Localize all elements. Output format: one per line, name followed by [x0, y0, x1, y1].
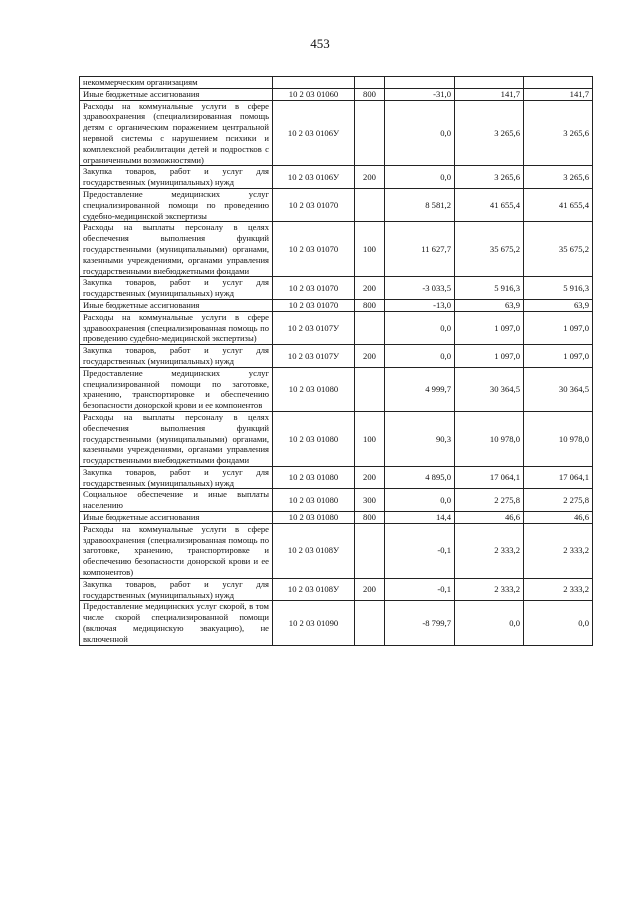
- row-change-amount: -8 799,7: [385, 601, 455, 645]
- row-change-amount: 11 627,7: [385, 222, 455, 277]
- row-change-amount: 0,0: [385, 311, 455, 344]
- row-expense-type: 200: [355, 277, 385, 300]
- row-code: [273, 77, 355, 89]
- row-expense-type: 200: [355, 345, 385, 368]
- row-amount: 46,6: [455, 512, 524, 524]
- table-row: [80, 100, 593, 166]
- row-amount: 35 675,2: [455, 222, 524, 277]
- row-code: 10 2 03 01080: [273, 466, 355, 489]
- page-number: 453: [310, 36, 330, 51]
- row-total-amount: 0,0: [524, 601, 593, 645]
- row-amount: [455, 77, 524, 89]
- row-code: 10 2 03 01080: [273, 512, 355, 524]
- row-expense-type: [355, 188, 385, 221]
- row-change-amount: 0,0: [385, 166, 455, 189]
- table-row: [80, 222, 593, 277]
- row-name: Иные бюджетные ассигнования: [80, 512, 273, 524]
- row-name: Предоставление медицинских услуг специализированной помощи по заготовке, хранению, транспортировке и обеспечению безопасности донорской крови и ее компонентов: [80, 367, 273, 411]
- row-code: 10 2 03 0107У: [273, 311, 355, 344]
- row-name: Закупка товаров, работ и услуг для государственных (муниципальных) нужд: [80, 345, 273, 368]
- row-total-amount: [524, 77, 593, 89]
- row-name: Предоставление медицинских услуг скорой, в том числе скорой специализированной помощи (включая медицинскую эвакуацию), не включенной: [80, 601, 273, 645]
- row-name: Расходы на коммунальные услуги в сфере здравоохранения (специализированная помощь по заготовке, хранению, транспортировке и обеспечению безопасности донорской крови и ее компонентов): [80, 523, 273, 578]
- row-expense-type: [355, 601, 385, 645]
- row-total-amount: 1 097,0: [524, 345, 593, 368]
- row-total-amount: 46,6: [524, 512, 593, 524]
- row-total-amount: 35 675,2: [524, 222, 593, 277]
- row-expense-type: [355, 367, 385, 411]
- row-name: Закупка товаров, работ и услуг для государственных (муниципальных) нужд: [80, 277, 273, 300]
- row-amount: 2 275,8: [455, 489, 524, 512]
- row-amount: 3 265,6: [455, 100, 524, 166]
- row-total-amount: 41 655,4: [524, 188, 593, 221]
- row-code: 10 2 03 01060: [273, 88, 355, 100]
- row-amount: 2 333,2: [455, 523, 524, 578]
- row-amount: 1 097,0: [455, 345, 524, 368]
- row-code: 10 2 03 01070: [273, 277, 355, 300]
- row-amount: 5 916,3: [455, 277, 524, 300]
- row-change-amount: 14,4: [385, 512, 455, 524]
- row-change-amount: 4 895,0: [385, 466, 455, 489]
- row-change-amount: 90,3: [385, 411, 455, 466]
- row-change-amount: 0,0: [385, 489, 455, 512]
- row-name: Предоставление медицинских услуг специализированной помощи по проведению судебно-медицинской экспертизы: [80, 188, 273, 221]
- table-row: [80, 77, 593, 89]
- row-expense-type: 200: [355, 466, 385, 489]
- row-code: 10 2 03 0106У: [273, 100, 355, 166]
- row-change-amount: 0,0: [385, 100, 455, 166]
- table-row: [80, 489, 593, 512]
- table-row: [80, 88, 593, 100]
- row-name: Закупка товаров, работ и услуг для государственных (муниципальных) нужд: [80, 166, 273, 189]
- row-name: Расходы на выплаты персоналу в целях обеспечения выполнения функций государственными (муниципальными) органами, казенными учреждениями, органами управления государственными внебюджетными фондами: [80, 411, 273, 466]
- row-name: Расходы на коммунальные услуги в сфере здравоохранения (специализированная помощь детям с органическим поражением центральной нервной системы с нарушением психики и комплексной реабилитации детей и подростков с ограниченными возможностями): [80, 100, 273, 166]
- row-expense-type: [355, 100, 385, 166]
- row-expense-type: 100: [355, 222, 385, 277]
- row-amount: 1 097,0: [455, 311, 524, 344]
- table-row: [80, 345, 593, 368]
- row-amount: 41 655,4: [455, 188, 524, 221]
- row-expense-type: [355, 523, 385, 578]
- row-code: 10 2 03 01070: [273, 299, 355, 311]
- row-code: 10 2 03 0106У: [273, 166, 355, 189]
- row-name: Социальное обеспечение и иные выплаты населению: [80, 489, 273, 512]
- row-total-amount: 17 064,1: [524, 466, 593, 489]
- row-code: 10 2 03 01080: [273, 367, 355, 411]
- row-total-amount: 3 265,6: [524, 166, 593, 189]
- row-change-amount: -3 033,5: [385, 277, 455, 300]
- row-amount: 17 064,1: [455, 466, 524, 489]
- row-code: 10 2 03 0108У: [273, 523, 355, 578]
- row-expense-type: 800: [355, 299, 385, 311]
- row-code: 10 2 03 01090: [273, 601, 355, 645]
- row-name: Закупка товаров, работ и услуг для государственных (муниципальных) нужд: [80, 466, 273, 489]
- table-row: [80, 188, 593, 221]
- row-name: Иные бюджетные ассигнования: [80, 299, 273, 311]
- table-row: [80, 166, 593, 189]
- row-code: 10 2 03 01080: [273, 489, 355, 512]
- row-code: 10 2 03 01070: [273, 222, 355, 277]
- row-amount: 63,9: [455, 299, 524, 311]
- row-expense-type: 200: [355, 578, 385, 601]
- row-change-amount: -0,1: [385, 523, 455, 578]
- row-total-amount: 3 265,6: [524, 100, 593, 166]
- row-code: 10 2 03 0107У: [273, 345, 355, 368]
- row-amount: 0,0: [455, 601, 524, 645]
- row-change-amount: 8 581,2: [385, 188, 455, 221]
- row-amount: 3 265,6: [455, 166, 524, 189]
- row-total-amount: 141,7: [524, 88, 593, 100]
- row-total-amount: 5 916,3: [524, 277, 593, 300]
- row-expense-type: [355, 77, 385, 89]
- row-code: 10 2 03 0108У: [273, 578, 355, 601]
- row-amount: 30 364,5: [455, 367, 524, 411]
- row-code: 10 2 03 01070: [273, 188, 355, 221]
- row-change-amount: -0,1: [385, 578, 455, 601]
- row-change-amount: -13,0: [385, 299, 455, 311]
- row-amount: 10 978,0: [455, 411, 524, 466]
- row-expense-type: [355, 311, 385, 344]
- row-change-amount: [385, 77, 455, 89]
- row-name: некоммерческим организациям: [80, 77, 273, 89]
- table-row: [80, 299, 593, 311]
- row-name: Иные бюджетные ассигнования: [80, 88, 273, 100]
- row-change-amount: 4 999,7: [385, 367, 455, 411]
- table-row: [80, 411, 593, 466]
- table-row: [80, 367, 593, 411]
- row-total-amount: 2 275,8: [524, 489, 593, 512]
- row-change-amount: -31,0: [385, 88, 455, 100]
- row-expense-type: 200: [355, 166, 385, 189]
- row-total-amount: 2 333,2: [524, 523, 593, 578]
- budget-table: [79, 76, 593, 646]
- table-row: [80, 523, 593, 578]
- row-total-amount: 10 978,0: [524, 411, 593, 466]
- row-change-amount: 0,0: [385, 345, 455, 368]
- row-total-amount: 63,9: [524, 299, 593, 311]
- table-row: [80, 512, 593, 524]
- table-row: [80, 311, 593, 344]
- row-name: Расходы на выплаты персоналу в целях обеспечения выполнения функций государственными (муниципальными) органами, казенными учреждениями, органами управления государственными внебюджетными фондами: [80, 222, 273, 277]
- row-total-amount: 1 097,0: [524, 311, 593, 344]
- row-expense-type: 300: [355, 489, 385, 512]
- row-amount: 141,7: [455, 88, 524, 100]
- table-row: [80, 578, 593, 601]
- row-name: Закупка товаров, работ и услуг для государственных (муниципальных) нужд: [80, 578, 273, 601]
- row-expense-type: 800: [355, 512, 385, 524]
- row-expense-type: 800: [355, 88, 385, 100]
- table-row: [80, 601, 593, 645]
- row-amount: 2 333,2: [455, 578, 524, 601]
- table-row: [80, 277, 593, 300]
- table-row: [80, 466, 593, 489]
- row-name: Расходы на коммунальные услуги в сфере здравоохранения (специализированная помощь по проведению судебно-медицинской экспертизы): [80, 311, 273, 344]
- row-total-amount: 30 364,5: [524, 367, 593, 411]
- row-code: 10 2 03 01080: [273, 411, 355, 466]
- row-total-amount: 2 333,2: [524, 578, 593, 601]
- row-expense-type: 100: [355, 411, 385, 466]
